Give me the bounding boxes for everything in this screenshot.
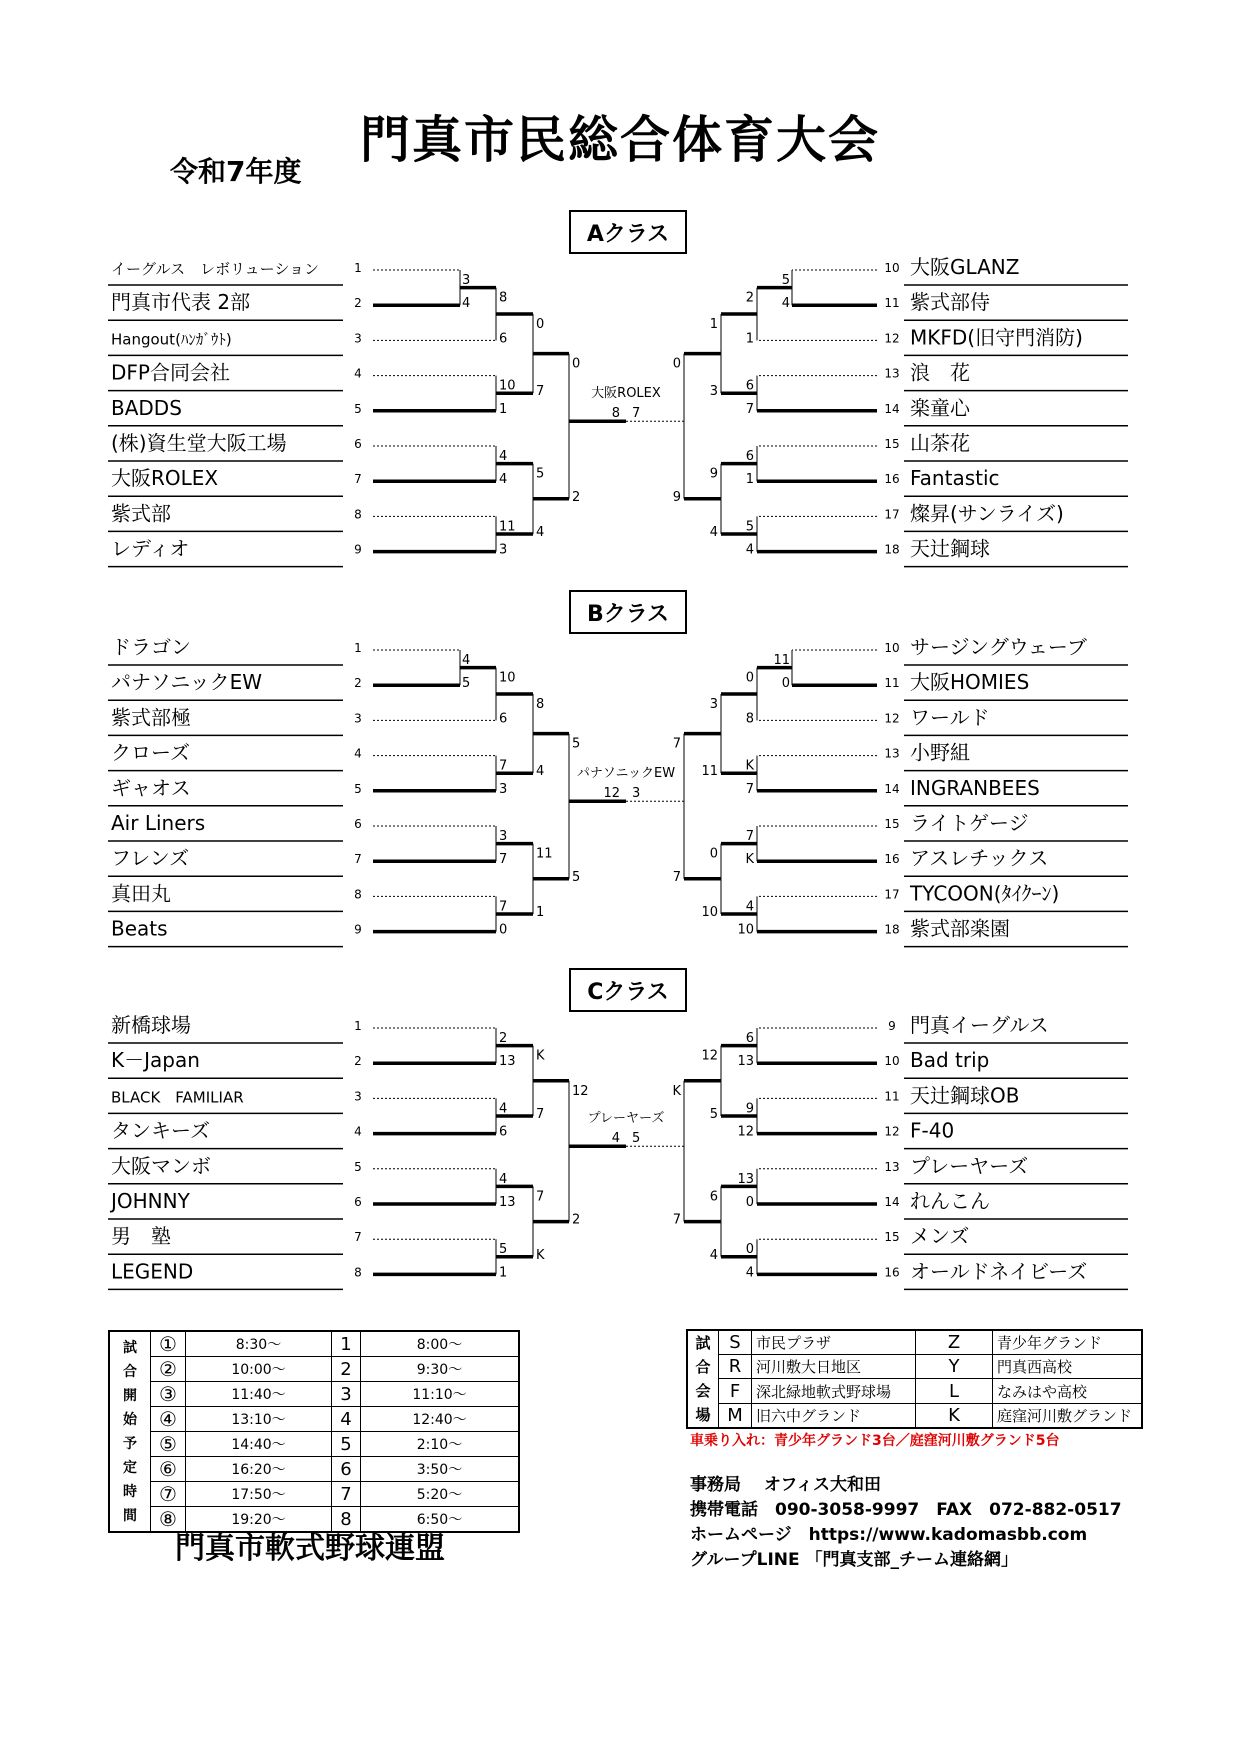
schedule-num: 2 [332, 1357, 361, 1382]
seed-number: 5 [354, 401, 362, 416]
seed-number: 8 [354, 887, 362, 902]
seed-number: 15 [884, 817, 900, 831]
score-label: 5 [572, 736, 581, 752]
score-label: 4 [745, 542, 754, 558]
score-label: 7 [745, 401, 754, 417]
team-name-right: メンズ [910, 1224, 970, 1249]
score-label: 7 [672, 869, 681, 885]
team-name-right: サージングウェーブ [910, 635, 1087, 659]
seed-number: 12 [884, 1124, 900, 1139]
score-label: 9 [745, 1101, 754, 1117]
score-label: 12 [737, 1124, 754, 1140]
team-name-left: DFP合同会社 [111, 360, 230, 385]
score-label: 11 [701, 764, 718, 780]
seed-number: 3 [354, 331, 362, 346]
score-label: 0 [572, 356, 581, 372]
venue-name-b: 庭窪河川敷グランド [993, 1403, 1143, 1428]
seed-number: 1 [354, 641, 362, 655]
schedule-num: 7 [332, 1482, 361, 1507]
score-label: 1 [536, 905, 545, 920]
seed-number: 11 [884, 676, 900, 691]
team-name-right: プレーヤーズ [910, 1153, 1029, 1178]
schedule-row [109, 1432, 519, 1457]
team-name-left: 紫式部極 [111, 705, 191, 730]
team-name-left: Beats [111, 916, 168, 941]
score-label: 5 [709, 1107, 718, 1122]
score-label: 4 [745, 1265, 754, 1281]
team-name-right: MKFD(旧守門消防) [910, 325, 1083, 350]
score-label: 4 [499, 1171, 508, 1187]
score-label: 5 [462, 676, 471, 692]
team-name-left: クローズ [111, 740, 190, 765]
seed-number: 6 [354, 437, 362, 451]
score-label: 12 [572, 1083, 589, 1099]
schedule-row [109, 1382, 519, 1407]
score-label: 4 [781, 296, 790, 312]
score-label: K [672, 1083, 681, 1099]
score-label: 13 [499, 1054, 516, 1070]
team-name-right: INGRANBEES [910, 775, 1040, 800]
score-label: 7 [745, 829, 754, 844]
schedule-time-b: 11:10～ [361, 1382, 520, 1407]
seed-number: 16 [884, 472, 900, 487]
score-label: 4 [536, 764, 545, 780]
schedule-num: 5 [332, 1432, 361, 1457]
score-label: 8 [499, 290, 508, 306]
score-label: 6 [709, 1189, 718, 1205]
seed-number: 11 [884, 1089, 900, 1104]
score-label: 4 [499, 472, 508, 488]
team-name-left: BLACK FAMILIAR [111, 1088, 244, 1107]
score-label: 0 [709, 846, 718, 862]
score-label: 6 [745, 449, 754, 464]
team-name-right: TYCOON(ﾀｲｸｰﾝ) [910, 881, 1060, 906]
score-label: 1 [499, 401, 508, 417]
venue-code-b: Y [916, 1355, 993, 1379]
schedule-row [109, 1331, 519, 1357]
team-name-right: ワールド [910, 705, 990, 730]
score-label: 6 [499, 1124, 508, 1140]
team-name-right: 浪 花 [910, 360, 970, 385]
score-label: 2 [499, 1031, 508, 1046]
venue-code-a: M [719, 1403, 752, 1428]
score-label: 7 [672, 736, 681, 752]
team-name-left: LEGEND [111, 1259, 194, 1284]
contact-homepage: ホームページ https://www.kadomasbb.com [690, 1525, 1088, 1545]
contact-phone: 携帯電話 090-3058-9997 FAX 072-882-0517 [690, 1500, 1122, 1520]
score-label: 11 [499, 519, 516, 535]
team-name-left: BADDS [111, 395, 182, 420]
schedule-time-a: 13:10～ [186, 1407, 332, 1432]
score-label: 0 [745, 1195, 754, 1210]
score-label: 6 [745, 378, 754, 394]
schedule-mark: ⑧ [151, 1507, 186, 1533]
venue-name-b: 門真西高校 [993, 1355, 1143, 1379]
seed-number: 4 [354, 1124, 362, 1139]
team-name-left: レディオ [111, 536, 190, 561]
page-title: 門真市民総合体育大会 [360, 111, 880, 169]
seed-number: 3 [354, 711, 362, 726]
score-label: 13 [737, 1171, 754, 1187]
team-name-left: Hangout(ﾊﾝｶﾞｳﾄ) [111, 330, 232, 349]
score-label: 5 [572, 869, 581, 885]
team-name-right: 小野組 [910, 740, 970, 765]
score-label: 5 [536, 466, 545, 482]
score-label: 5 [745, 519, 754, 535]
schedule-time-a: 8:30～ [186, 1331, 332, 1357]
schedule-mark: ⑤ [151, 1432, 186, 1457]
seed-number: 15 [884, 437, 900, 451]
schedule-time-a: 19:20～ [186, 1507, 332, 1533]
venue-header: 試 合 会 場 [687, 1330, 719, 1428]
team-name-left: (株)資生堂大阪工場 [111, 431, 287, 455]
score-label: 7 [536, 1189, 545, 1205]
seed-number: 12 [884, 711, 900, 726]
final-score-right: 3 [632, 786, 641, 802]
seed-number: 4 [354, 746, 362, 761]
score-label: 7 [499, 758, 508, 774]
venue-row [687, 1355, 1142, 1379]
team-name-right: オールドネイビーズ [910, 1259, 1088, 1284]
venue-row [687, 1330, 1142, 1355]
score-label: 5 [781, 273, 790, 288]
team-name-left: 男 塾 [111, 1224, 171, 1249]
schedule-num: 1 [332, 1331, 361, 1357]
score-label: K [745, 852, 754, 868]
schedule-mark: ⑥ [151, 1457, 186, 1482]
team-name-right: 紫式部侍 [910, 290, 990, 315]
team-name-right: Fantastic [910, 466, 1000, 491]
score-label: 0 [672, 356, 681, 372]
schedule-table [108, 1330, 520, 1533]
score-label: 13 [737, 1054, 754, 1070]
schedule-time-b: 5:20～ [361, 1482, 520, 1507]
seed-number: 9 [354, 542, 362, 557]
schedule-time-b: 12:40～ [361, 1407, 520, 1432]
team-name-right: ライトゲージ [910, 811, 1029, 835]
team-name-left: ギャオス [111, 775, 191, 800]
score-label: 5 [499, 1242, 508, 1258]
seed-number: 6 [354, 817, 362, 831]
team-name-left: JOHNNY [111, 1189, 190, 1213]
score-label: 2 [572, 1212, 581, 1228]
schedule-time-b: 6:50～ [361, 1507, 520, 1533]
score-label: 10 [499, 378, 516, 394]
schedule-time-a: 17:50～ [186, 1482, 332, 1507]
score-label: 11 [773, 653, 790, 668]
team-name-left: 大阪ROLEX [111, 466, 219, 491]
seed-number: 14 [884, 401, 900, 416]
venue-code-b: K [916, 1403, 993, 1428]
score-label: 9 [672, 489, 681, 505]
schedule-time-b: 8:00～ [361, 1331, 520, 1357]
venue-code-a: S [719, 1330, 752, 1355]
seed-number: 1 [354, 261, 362, 275]
score-label: 0 [745, 1242, 754, 1258]
schedule-time-a: 11:40～ [186, 1382, 332, 1407]
schedule-header: 試 合 開 始 予 定 時 間 [109, 1331, 151, 1532]
team-name-left: ドラゴン [111, 635, 191, 659]
schedule-time-b: 9:30～ [361, 1357, 520, 1382]
schedule-mark: ③ [151, 1382, 186, 1407]
score-label: 4 [499, 449, 508, 464]
score-label: 10 [499, 670, 516, 686]
score-label: 7 [745, 781, 754, 797]
seed-number: 11 [884, 296, 900, 311]
seed-number: 17 [884, 507, 900, 522]
score-label: 3 [499, 829, 508, 844]
schedule-row [109, 1482, 519, 1507]
team-name-left: イーグルス レボリューション [111, 260, 320, 278]
score-label: 1 [745, 472, 754, 488]
seed-number: 13 [884, 746, 900, 761]
seed-number: 10 [884, 1054, 900, 1069]
schedule-row [109, 1357, 519, 1382]
team-name-left: K－Japan [111, 1048, 200, 1073]
team-name-right: 大阪HOMIES [910, 670, 1030, 695]
score-label: 6 [499, 711, 508, 727]
seed-number: 7 [354, 1230, 362, 1245]
schedule-num: 8 [332, 1507, 361, 1533]
score-label: 3 [499, 542, 508, 558]
schedule-num: 4 [332, 1407, 361, 1432]
venue-table [686, 1329, 1143, 1429]
score-label: 3 [709, 384, 718, 400]
score-label: 8 [536, 697, 545, 712]
seed-number: 7 [354, 852, 362, 867]
score-label: 4 [709, 525, 718, 540]
seed-number: 3 [354, 1089, 362, 1104]
score-label: 3 [709, 697, 718, 712]
score-label: 4 [709, 1247, 718, 1263]
schedule-row [109, 1457, 519, 1482]
seed-number: 8 [354, 507, 362, 522]
team-name-right: アスレチックス [910, 846, 1049, 871]
schedule-time-a: 16:20～ [186, 1457, 332, 1482]
score-label: 13 [499, 1195, 516, 1210]
score-label: 3 [499, 781, 508, 797]
final-score-left: 12 [603, 786, 620, 802]
seed-number: 2 [354, 296, 362, 311]
class-c-label: Cクラス [569, 968, 687, 1012]
seed-number: 5 [354, 781, 362, 796]
team-name-right: 門真イーグルス [910, 1013, 1049, 1037]
seed-number: 15 [884, 1230, 900, 1245]
score-label: 0 [781, 676, 790, 692]
parking-note: 車乗り入れ：青少年グランド3台／庭窪河川敷グランド5台 [690, 1433, 1060, 1449]
team-name-right: 燦昇(サンライズ) [910, 501, 1064, 526]
class-a-label: Aクラス [569, 210, 687, 254]
team-name-right: 楽童心 [910, 395, 970, 420]
score-label: 9 [709, 466, 718, 482]
venue-code-a: R [719, 1355, 752, 1379]
seed-number: 14 [884, 1195, 900, 1209]
class-b-label: Bクラス [569, 590, 687, 634]
seed-number: 18 [884, 922, 900, 937]
final-score-right: 5 [632, 1131, 641, 1147]
team-name-left: 門真市代表 2部 [111, 290, 251, 315]
seed-number: 9 [888, 1019, 896, 1033]
team-name-left: 新橋球場 [111, 1013, 191, 1037]
champion-label: パナソニックEW [576, 766, 676, 782]
venue-name-a: 旧六中グランド [752, 1403, 916, 1428]
team-name-left: 大阪マンボ [111, 1153, 211, 1178]
team-name-left: フレンズ [111, 846, 190, 871]
seed-number: 14 [884, 781, 900, 796]
score-label: 2 [572, 489, 581, 505]
team-name-right: Bad trip [910, 1048, 990, 1073]
score-label: K [536, 1247, 545, 1263]
schedule-row [109, 1407, 519, 1432]
seed-number: 2 [354, 1054, 362, 1069]
score-label: 8 [745, 711, 754, 727]
score-label: 11 [536, 846, 553, 862]
seed-number: 8 [354, 1265, 362, 1280]
seed-number: 17 [884, 887, 900, 902]
seed-number: 5 [354, 1159, 362, 1174]
team-name-right: 紫式部楽園 [910, 916, 1010, 941]
team-name-right: 天辻鋼球 [910, 536, 990, 561]
schedule-time-b: 2:10～ [361, 1432, 520, 1457]
score-label: 1 [709, 317, 718, 332]
team-name-left: Air Liners [111, 811, 206, 835]
seed-number: 18 [884, 542, 900, 557]
score-label: 3 [462, 273, 471, 288]
score-label: K [536, 1048, 545, 1064]
organizer-name: 門真市軟式野球連盟 [175, 1531, 445, 1566]
score-label: 1 [745, 331, 754, 347]
seed-number: 6 [354, 1195, 362, 1209]
seed-number: 2 [354, 676, 362, 691]
score-label: 6 [499, 331, 508, 347]
venue-name-b: 青少年グランド [993, 1330, 1143, 1355]
seed-number: 4 [354, 366, 362, 381]
seed-number: 7 [354, 472, 362, 487]
score-label: 7 [499, 899, 508, 915]
contact-office: 事務局 オフィス大和田 [690, 1475, 882, 1495]
score-label: K [745, 758, 754, 774]
final-score-left: 4 [611, 1131, 620, 1147]
score-label: 6 [745, 1031, 754, 1046]
seed-number: 10 [884, 261, 900, 275]
score-label: 0 [536, 317, 545, 332]
seed-number: 16 [884, 1265, 900, 1280]
final-score-right: 7 [632, 406, 641, 422]
score-label: 4 [462, 653, 471, 668]
score-label: 1 [499, 1265, 508, 1281]
schedule-mark: ② [151, 1357, 186, 1382]
score-label: 7 [672, 1212, 681, 1228]
venue-row [687, 1403, 1142, 1428]
seed-number: 12 [884, 331, 900, 346]
score-label: 10 [737, 922, 754, 938]
contact-line: グループLINE 「門真支部_チーム連絡網」 [690, 1550, 1019, 1570]
schedule-mark: ⑦ [151, 1482, 186, 1507]
schedule-time-a: 14:40～ [186, 1432, 332, 1457]
team-name-right: れんこん [910, 1189, 990, 1213]
schedule-num: 3 [332, 1382, 361, 1407]
seed-number: 9 [354, 922, 362, 937]
team-name-right: F-40 [910, 1118, 955, 1143]
team-name-left: 真田丸 [111, 881, 171, 906]
seed-number: 16 [884, 852, 900, 867]
team-name-left: 紫式部 [111, 501, 171, 526]
final-score-left: 8 [611, 406, 620, 422]
venue-name-a: 市民プラザ [752, 1330, 916, 1355]
champion-label: プレーヤーズ [587, 1111, 665, 1127]
venue-row [687, 1379, 1142, 1403]
venue-code-b: L [916, 1379, 993, 1403]
team-name-left: タンキーズ [111, 1118, 210, 1143]
score-label: 7 [499, 852, 508, 868]
team-name-right: 大阪GLANZ [910, 255, 1020, 279]
season-year: 令和7年度 [170, 155, 302, 188]
seed-number: 10 [884, 641, 900, 655]
venue-name-b: なみはや高校 [993, 1379, 1143, 1403]
score-label: 7 [536, 384, 545, 400]
score-label: 4 [745, 899, 754, 915]
score-label: 7 [536, 1107, 545, 1122]
schedule-num: 6 [332, 1457, 361, 1482]
score-label: 4 [536, 525, 545, 540]
seed-number: 13 [884, 366, 900, 381]
score-label: 2 [745, 290, 754, 306]
schedule-time-b: 3:50～ [361, 1457, 520, 1482]
score-label: 0 [745, 670, 754, 686]
venue-code-b: Z [916, 1330, 993, 1355]
venue-name-a: 深北緑地軟式野球場 [752, 1379, 916, 1403]
score-label: 10 [701, 905, 718, 920]
score-label: 4 [499, 1101, 508, 1117]
schedule-time-a: 10:00～ [186, 1357, 332, 1382]
score-label: 4 [462, 296, 471, 312]
seed-number: 1 [354, 1019, 362, 1033]
champion-label: 大阪ROLEX [591, 386, 661, 402]
schedule-mark: ④ [151, 1407, 186, 1432]
team-name-left: パナソニックEW [111, 670, 263, 695]
score-label: 0 [499, 922, 508, 938]
seed-number: 13 [884, 1159, 900, 1174]
score-label: 12 [701, 1048, 718, 1064]
venue-code-a: F [719, 1379, 752, 1403]
venue-name-a: 河川敷大日地区 [752, 1355, 916, 1379]
team-name-right: 山茶花 [910, 431, 970, 455]
team-name-right: 天辻鋼球OB [910, 1083, 1020, 1108]
schedule-mark: ① [151, 1331, 186, 1357]
